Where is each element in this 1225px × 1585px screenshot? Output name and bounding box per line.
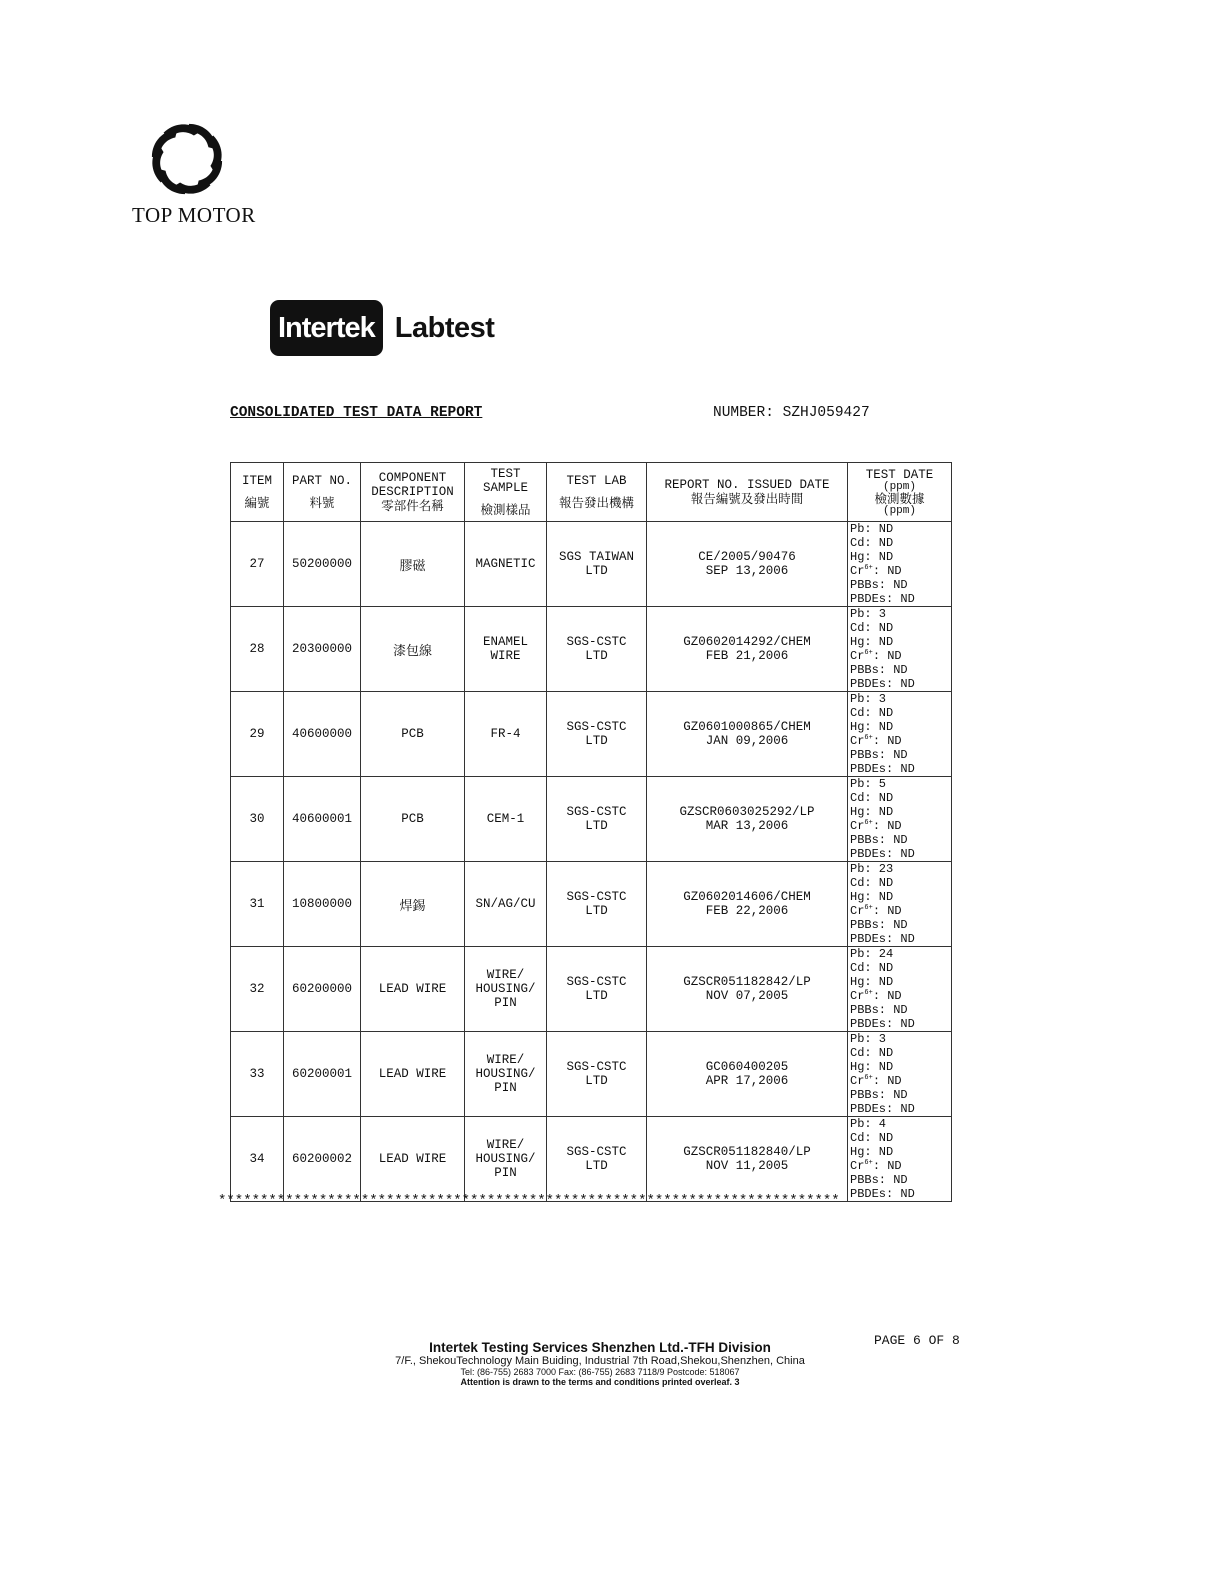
result-pbbs: PBBs: ND	[850, 1088, 908, 1102]
header-sample-en1: TEST	[490, 467, 521, 481]
header-date-en: TEST DATE	[865, 467, 934, 482]
cell-test-lab	[547, 607, 647, 692]
result-cd: Cd: ND	[850, 1131, 894, 1145]
lab-line: LTD	[585, 734, 608, 748]
cell-part-no: 60200001	[284, 1032, 361, 1117]
cell-report-no	[647, 692, 848, 777]
header-date-unit2: (ppm)	[882, 504, 916, 517]
header-sample-en2: SAMPLE	[482, 481, 528, 495]
sample-line: CEM-1	[486, 812, 525, 826]
cell-test-lab	[547, 862, 647, 947]
table-row	[231, 777, 952, 862]
sample-line: PIN	[494, 996, 517, 1010]
report-number-text: GZSCR051182842/LP	[683, 975, 811, 989]
result-pbdes: PBDEs: ND	[850, 677, 915, 691]
header-date-unit: (ppm)	[882, 480, 916, 493]
header-test-date	[848, 463, 952, 522]
result-cd: Cd: ND	[850, 621, 894, 635]
cell-component: LEAD WIRE	[361, 947, 465, 1032]
sample-line: HOUSING/	[475, 982, 536, 996]
result-hg: Hg: ND	[850, 1060, 894, 1074]
cell-part-no: 50200000	[284, 522, 361, 607]
cell-test-results	[848, 777, 952, 862]
result-cr6	[850, 1074, 951, 1088]
cr-value: : ND	[872, 819, 902, 833]
sample-line: PIN	[494, 1166, 517, 1180]
cell-report-no	[647, 777, 848, 862]
cell-test-lab	[547, 947, 647, 1032]
cell-test-sample	[465, 522, 547, 607]
issued-date: JAN 09,2006	[705, 734, 789, 748]
result-pb: Pb: 3	[850, 692, 887, 706]
cr-superscript: 6+	[864, 1074, 873, 1082]
result-pb: Pb: 3	[850, 1032, 887, 1046]
cell-report-no	[647, 862, 848, 947]
cr-value: : ND	[872, 904, 902, 918]
cr-superscript: 6+	[864, 904, 873, 912]
lab-line: LTD	[585, 1074, 608, 1088]
cell-item: 28	[231, 607, 284, 692]
cell-test-results	[848, 1032, 952, 1117]
result-cd: Cd: ND	[850, 961, 894, 975]
issued-date: NOV 07,2005	[705, 989, 789, 1003]
sample-line: SN/AG/CU	[475, 897, 536, 911]
lab-line: LTD	[585, 564, 608, 578]
footer-tel: Tel: (86-755) 2683 7000 Fax: (86-755) 2683 7118/9 Postcode: 518067	[460, 1367, 740, 1377]
top-motor-swirl-icon	[148, 120, 226, 198]
cell-item: 30	[231, 777, 284, 862]
cr-value: : ND	[872, 734, 902, 748]
cr-value: : ND	[872, 649, 902, 663]
lab-line: LTD	[585, 649, 608, 663]
result-pb: Pb: 24	[850, 947, 894, 961]
cell-report-no	[647, 522, 848, 607]
result-cd: Cd: ND	[850, 536, 894, 550]
result-pbdes: PBDEs: ND	[850, 1102, 915, 1116]
cell-report-no	[647, 947, 848, 1032]
cr-element: Cr	[850, 734, 865, 748]
intertek-logo-box: Intertek	[270, 300, 383, 356]
cell-component: 膠磁	[361, 522, 465, 607]
table-row	[231, 692, 952, 777]
intertek-labtest-logo	[270, 300, 494, 356]
result-pbdes: PBDEs: ND	[850, 1187, 915, 1201]
cell-report-no	[647, 607, 848, 692]
result-cr6	[850, 649, 951, 663]
cell-item: 27	[231, 522, 284, 607]
issued-date: FEB 22,2006	[705, 904, 789, 918]
result-pbbs: PBBs: ND	[850, 833, 908, 847]
result-cr6	[850, 819, 951, 833]
table-header-row	[231, 463, 952, 522]
result-pbdes: PBDEs: ND	[850, 932, 915, 946]
table-row	[231, 1117, 952, 1202]
result-pbbs: PBBs: ND	[850, 748, 908, 762]
cell-item: 31	[231, 862, 284, 947]
cell-component: PCB	[361, 692, 465, 777]
result-pbbs: PBBs: ND	[850, 663, 908, 677]
lab-line: SGS-CSTC	[566, 805, 627, 819]
lab-line: LTD	[585, 904, 608, 918]
result-pbbs: PBBs: ND	[850, 1173, 908, 1187]
sample-line: WIRE/	[486, 968, 525, 982]
cr-element: Cr	[850, 649, 865, 663]
result-hg: Hg: ND	[850, 720, 894, 734]
lab-line: LTD	[585, 819, 608, 833]
result-hg: Hg: ND	[850, 1145, 894, 1159]
cell-report-no	[647, 1117, 848, 1202]
result-cr6	[850, 734, 951, 748]
result-pb: Pb: 4	[850, 1117, 887, 1131]
cr-superscript: 6+	[864, 819, 873, 827]
result-hg: Hg: ND	[850, 890, 894, 904]
cr-superscript: 6+	[864, 989, 873, 997]
cell-part-no: 60200002	[284, 1117, 361, 1202]
issued-date: NOV 11,2005	[705, 1159, 789, 1173]
cell-item: 33	[231, 1032, 284, 1117]
cell-report-no	[647, 1032, 848, 1117]
cell-test-results	[848, 607, 952, 692]
cr-value: : ND	[872, 1074, 902, 1088]
result-cr6	[850, 1159, 951, 1173]
cr-element: Cr	[850, 1159, 865, 1173]
cell-test-results	[848, 947, 952, 1032]
result-pbbs: PBBs: ND	[850, 1003, 908, 1017]
cell-test-lab	[547, 1117, 647, 1202]
lab-line: LTD	[585, 1159, 608, 1173]
cr-value: : ND	[872, 1159, 902, 1173]
header-sample-zh: 檢測樣品	[480, 502, 531, 517]
cell-component: LEAD WIRE	[361, 1032, 465, 1117]
issued-date: MAR 13,2006	[705, 819, 789, 833]
cell-part-no: 40600001	[284, 777, 361, 862]
result-cr6	[850, 564, 951, 578]
report-number-text: GZSCR0603025292/LP	[679, 805, 815, 819]
cr-value: : ND	[872, 989, 902, 1003]
header-comp-en1: COMPONENT	[378, 471, 447, 485]
cell-test-results	[848, 1117, 952, 1202]
report-number-text: GZ0601000865/CHEM	[683, 720, 811, 734]
footer-address: 7/F., ShekouTechnology Main Buiding, Industrial 7th Road,Shekou,Shenzhen, China	[395, 1355, 805, 1367]
cell-item: 34	[231, 1117, 284, 1202]
cell-component: 焊錫	[361, 862, 465, 947]
sample-line: ENAMEL	[482, 635, 528, 649]
result-pbdes: PBDEs: ND	[850, 762, 915, 776]
result-cd: Cd: ND	[850, 876, 894, 890]
result-pbbs: PBBs: ND	[850, 578, 908, 592]
result-pbdes: PBDEs: ND	[850, 1017, 915, 1031]
result-hg: Hg: ND	[850, 975, 894, 989]
table-row	[231, 862, 952, 947]
cell-part-no: 60200000	[284, 947, 361, 1032]
cr-element: Cr	[850, 904, 865, 918]
lab-line: SGS-CSTC	[566, 1060, 627, 1074]
header-test-sample	[465, 463, 547, 522]
cell-test-sample	[465, 1032, 547, 1117]
result-cd: Cd: ND	[850, 791, 894, 805]
header-report-zh: 報告編號及發出時間	[690, 491, 804, 506]
sample-line: MAGNETIC	[475, 557, 536, 571]
cell-test-results	[848, 522, 952, 607]
header-comp-zh: 零部件名稱	[381, 498, 444, 513]
page-indicator: PAGE 6 OF 8	[874, 1333, 960, 1348]
sample-line: HOUSING/	[475, 1152, 536, 1166]
report-number-label: NUMBER:	[713, 405, 774, 421]
cell-test-sample	[465, 862, 547, 947]
header-part-en: PART NO.	[291, 474, 352, 488]
header-test-lab	[547, 463, 647, 522]
cell-component: 漆包線	[361, 607, 465, 692]
cell-item: 32	[231, 947, 284, 1032]
brand-text: TOP MOTOR	[132, 203, 256, 227]
report-number-text: GZSCR051182840/LP	[683, 1145, 811, 1159]
result-cr6	[850, 904, 951, 918]
test-data-table	[230, 462, 952, 1202]
cell-part-no: 20300000	[284, 607, 361, 692]
cell-item: 29	[231, 692, 284, 777]
header-item-en: ITEM	[241, 474, 272, 488]
cell-test-lab	[547, 1032, 647, 1117]
header-part-no	[284, 463, 361, 522]
cr-superscript: 6+	[864, 649, 873, 657]
report-number-text: GZ0602014606/CHEM	[683, 890, 811, 904]
table-row	[231, 522, 952, 607]
header-item-zh: 編號	[244, 495, 270, 510]
cell-component: LEAD WIRE	[361, 1117, 465, 1202]
cell-test-sample	[465, 777, 547, 862]
table-row	[231, 1032, 952, 1117]
cr-superscript: 6+	[864, 1159, 873, 1167]
cell-test-lab	[547, 777, 647, 862]
report-number-text: GC060400205	[705, 1060, 789, 1074]
cell-test-results	[848, 692, 952, 777]
sample-line: PIN	[494, 1081, 517, 1095]
sample-line: WIRE/	[486, 1138, 525, 1152]
cr-superscript: 6+	[864, 734, 873, 742]
result-pbdes: PBDEs: ND	[850, 847, 915, 861]
labtest-logo-text: Labtest	[394, 311, 495, 344]
cell-part-no: 10800000	[284, 862, 361, 947]
report-number-text: CE/2005/90476	[698, 550, 796, 564]
header-report-no	[647, 463, 848, 522]
result-pb: Pb: 3	[850, 607, 887, 621]
report-number-text: GZ0602014292/CHEM	[683, 635, 811, 649]
result-pbdes: PBDEs: ND	[850, 592, 915, 606]
cell-part-no: 40600000	[284, 692, 361, 777]
cell-test-lab	[547, 692, 647, 777]
lab-line: SGS TAIWAN	[558, 550, 634, 564]
result-pbbs: PBBs: ND	[850, 918, 908, 932]
lab-line: LTD	[585, 989, 608, 1003]
footer-attention: Attention is drawn to the terms and conditions printed overleaf. 3	[460, 1377, 740, 1387]
report-number	[713, 405, 870, 421]
issued-date: SEP 13,2006	[705, 564, 789, 578]
end-of-report-marker: **************************************************************************	[218, 1193, 840, 1209]
lab-line: SGS-CSTC	[566, 720, 627, 734]
lab-line: SGS-CSTC	[566, 975, 627, 989]
report-title: CONSOLIDATED TEST DATA REPORT	[230, 405, 483, 421]
footer-company: Intertek Testing Services Shenzhen Ltd.-TFH Division	[429, 1340, 771, 1355]
sample-line: WIRE/	[486, 1053, 525, 1067]
sample-line: HOUSING/	[475, 1067, 536, 1081]
cell-test-sample	[465, 1117, 547, 1202]
lab-line: SGS-CSTC	[566, 890, 627, 904]
result-hg: Hg: ND	[850, 805, 894, 819]
result-pb: Pb: 5	[850, 777, 887, 791]
result-cd: Cd: ND	[850, 1046, 894, 1060]
table-row	[231, 607, 952, 692]
lab-line: SGS-CSTC	[566, 635, 627, 649]
cr-element: Cr	[850, 819, 865, 833]
header-lab-zh: 報告發出機構	[558, 495, 634, 510]
issued-date: APR 17,2006	[705, 1074, 789, 1088]
result-cr6	[850, 989, 951, 1003]
cr-element: Cr	[850, 1074, 865, 1088]
sample-line: WIRE	[490, 649, 521, 663]
result-hg: Hg: ND	[850, 635, 894, 649]
cr-element: Cr	[850, 989, 865, 1003]
table-row	[231, 947, 952, 1032]
header-comp-en2: DESCRIPTION	[371, 485, 454, 499]
cell-test-lab	[547, 522, 647, 607]
cr-superscript: 6+	[864, 564, 873, 572]
lab-line: SGS-CSTC	[566, 1145, 627, 1159]
header-date-zh: 檢測數據	[874, 490, 925, 506]
header-lab-en: TEST LAB	[566, 474, 627, 488]
cell-component: PCB	[361, 777, 465, 862]
header-item	[231, 463, 284, 522]
result-pb: Pb: 23	[850, 862, 894, 876]
cell-test-sample	[465, 692, 547, 777]
issued-date: FEB 21,2006	[705, 649, 789, 663]
header-part-zh: 料號	[309, 495, 335, 510]
cell-test-sample	[465, 607, 547, 692]
cr-element: Cr	[850, 564, 865, 578]
cell-test-results	[848, 862, 952, 947]
footer	[380, 1340, 820, 1387]
report-number-value: SZHJ059427	[782, 405, 870, 421]
result-pb: Pb: ND	[850, 522, 894, 536]
cell-test-sample	[465, 947, 547, 1032]
cr-value: : ND	[872, 564, 902, 578]
sample-line: FR-4	[490, 727, 521, 741]
result-cd: Cd: ND	[850, 706, 894, 720]
header-component	[361, 463, 465, 522]
result-hg: Hg: ND	[850, 550, 894, 564]
header-report-en: REPORT NO. ISSUED DATE	[664, 478, 830, 492]
